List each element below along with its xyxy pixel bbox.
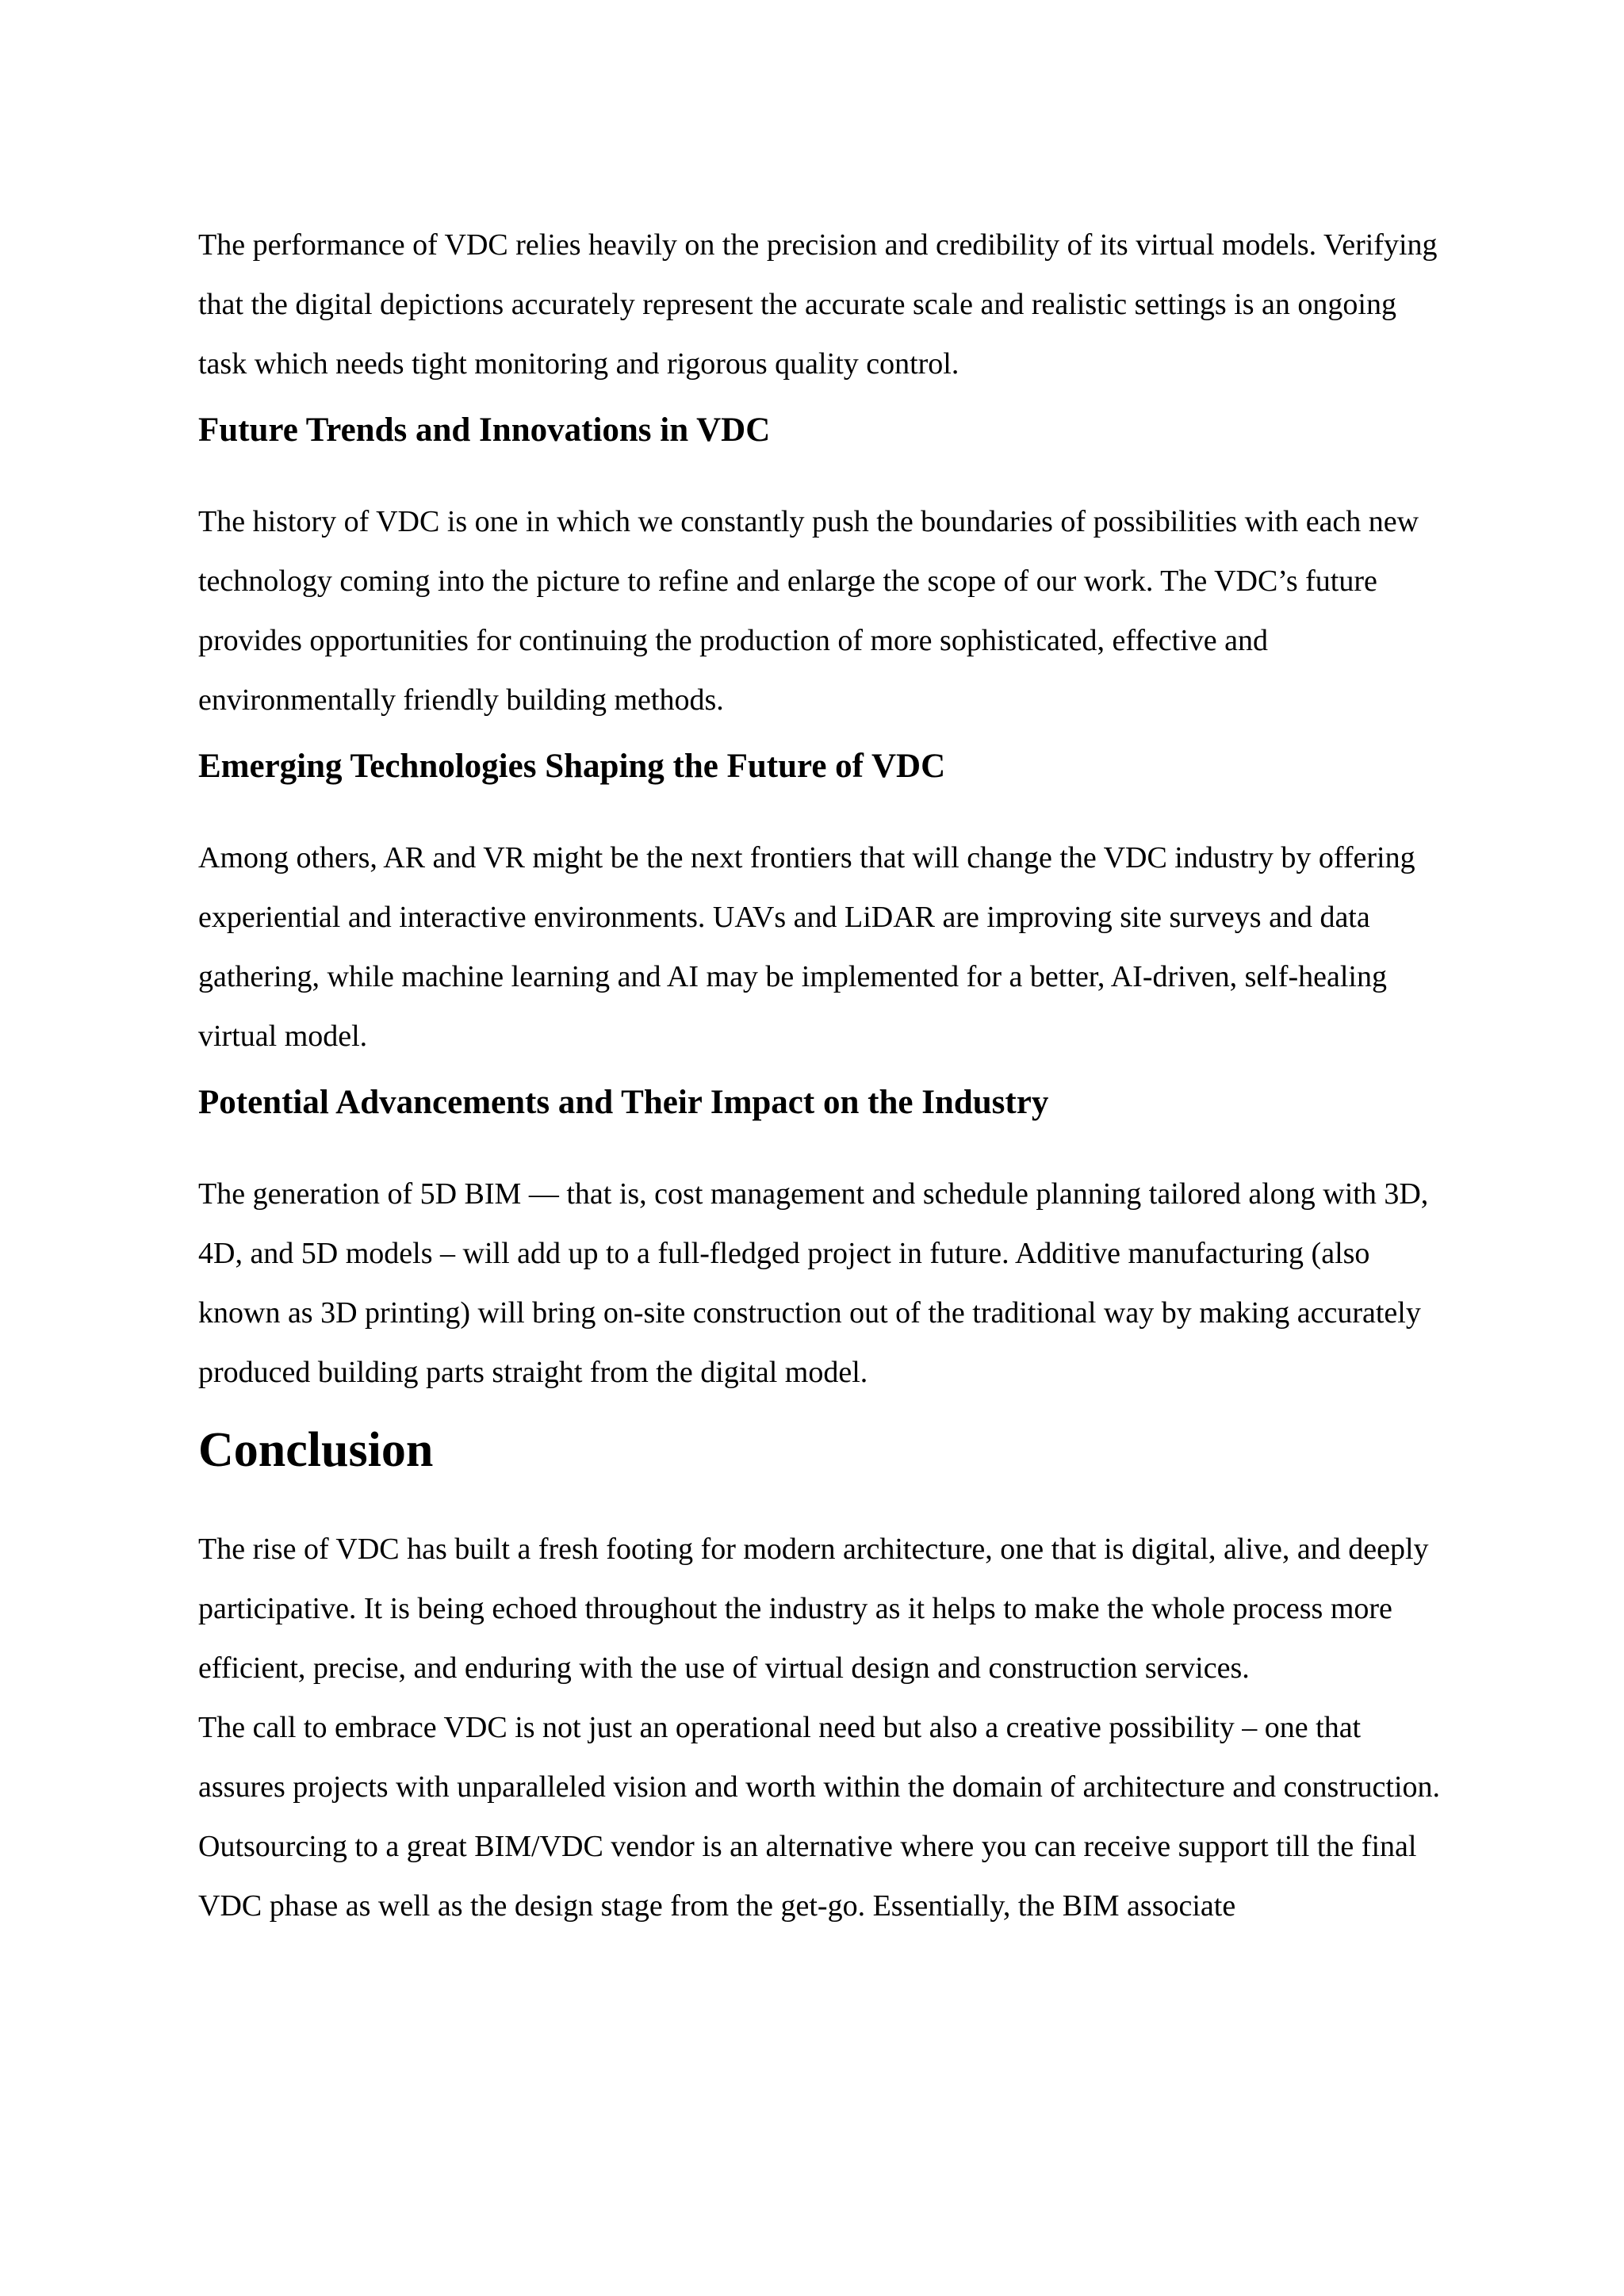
section-heading-emerging-technologies: Emerging Technologies Shaping the Future of VDC <box>198 748 946 785</box>
section-paragraph-future-trends: The history of VDC is one in which we constantly push the boundaries of possibilities with each new technology coming into the picture to refine and enlarge the scope of our work. The VDC’s future provides opportunities for continuing the production of more sophisticated, effective and environmentally friendly building methods. <box>198 505 1419 717</box>
section-heading-future-trends: Future Trends and Innovations in VDC <box>198 411 771 449</box>
section-heading-potential-advancements: Potential Advancements and Their Impact on the Industry <box>198 1084 1049 1121</box>
document-page <box>198 216 1451 1936</box>
intro-paragraph: The performance of VDC relies heavily on the precision and credibility of its virtual models. Verifying that the digital depictions accurately represent the accurate scale and realistic settings is an ongoing task which needs tight monitoring and rigorous quality control. <box>198 228 1438 381</box>
conclusion-paragraph-2: The call to embrace VDC is not just an operational need but also a creative possibility – one that assures projects with unparalleled vision and worth within the domain of architecture and construction. <box>198 1711 1441 1804</box>
section-paragraph-emerging-technologies: Among others, AR and VR might be the next frontiers that will change the VDC industry by offering experiential and interactive environments. UAVs and LiDAR are improving site surveys and data gathering, while machine learning and AI may be implemented for a better, AI-driven, self-healing virtual model. <box>198 841 1415 1053</box>
conclusion-heading: Conclusion <box>198 1423 434 1477</box>
conclusion-paragraph-3: Outsourcing to a great BIM/VDC vendor is an alternative where you can receive support till the final VDC phase as well as the design stage from the get-go. Essentially, the BIM associate <box>198 1830 1417 1923</box>
section-paragraph-potential-advancements: The generation of 5D BIM — that is, cost management and schedule planning tailored along with 3D, 4D, and 5D models – will add up to a full-fledged project in future. Additive manufacturing (also known as 3D printing) will bring on-site construction out of the traditional way by making accurately produced building parts straight from the digital model. <box>198 1177 1429 1389</box>
conclusion-paragraph-1: The rise of VDC has built a fresh footing for modern architecture, one that is digital, alive, and deeply participative. It is being echoed throughout the industry as it helps to make the whole process more efficient, precise, and enduring with the use of virtual design and construction services. <box>198 1533 1429 1685</box>
